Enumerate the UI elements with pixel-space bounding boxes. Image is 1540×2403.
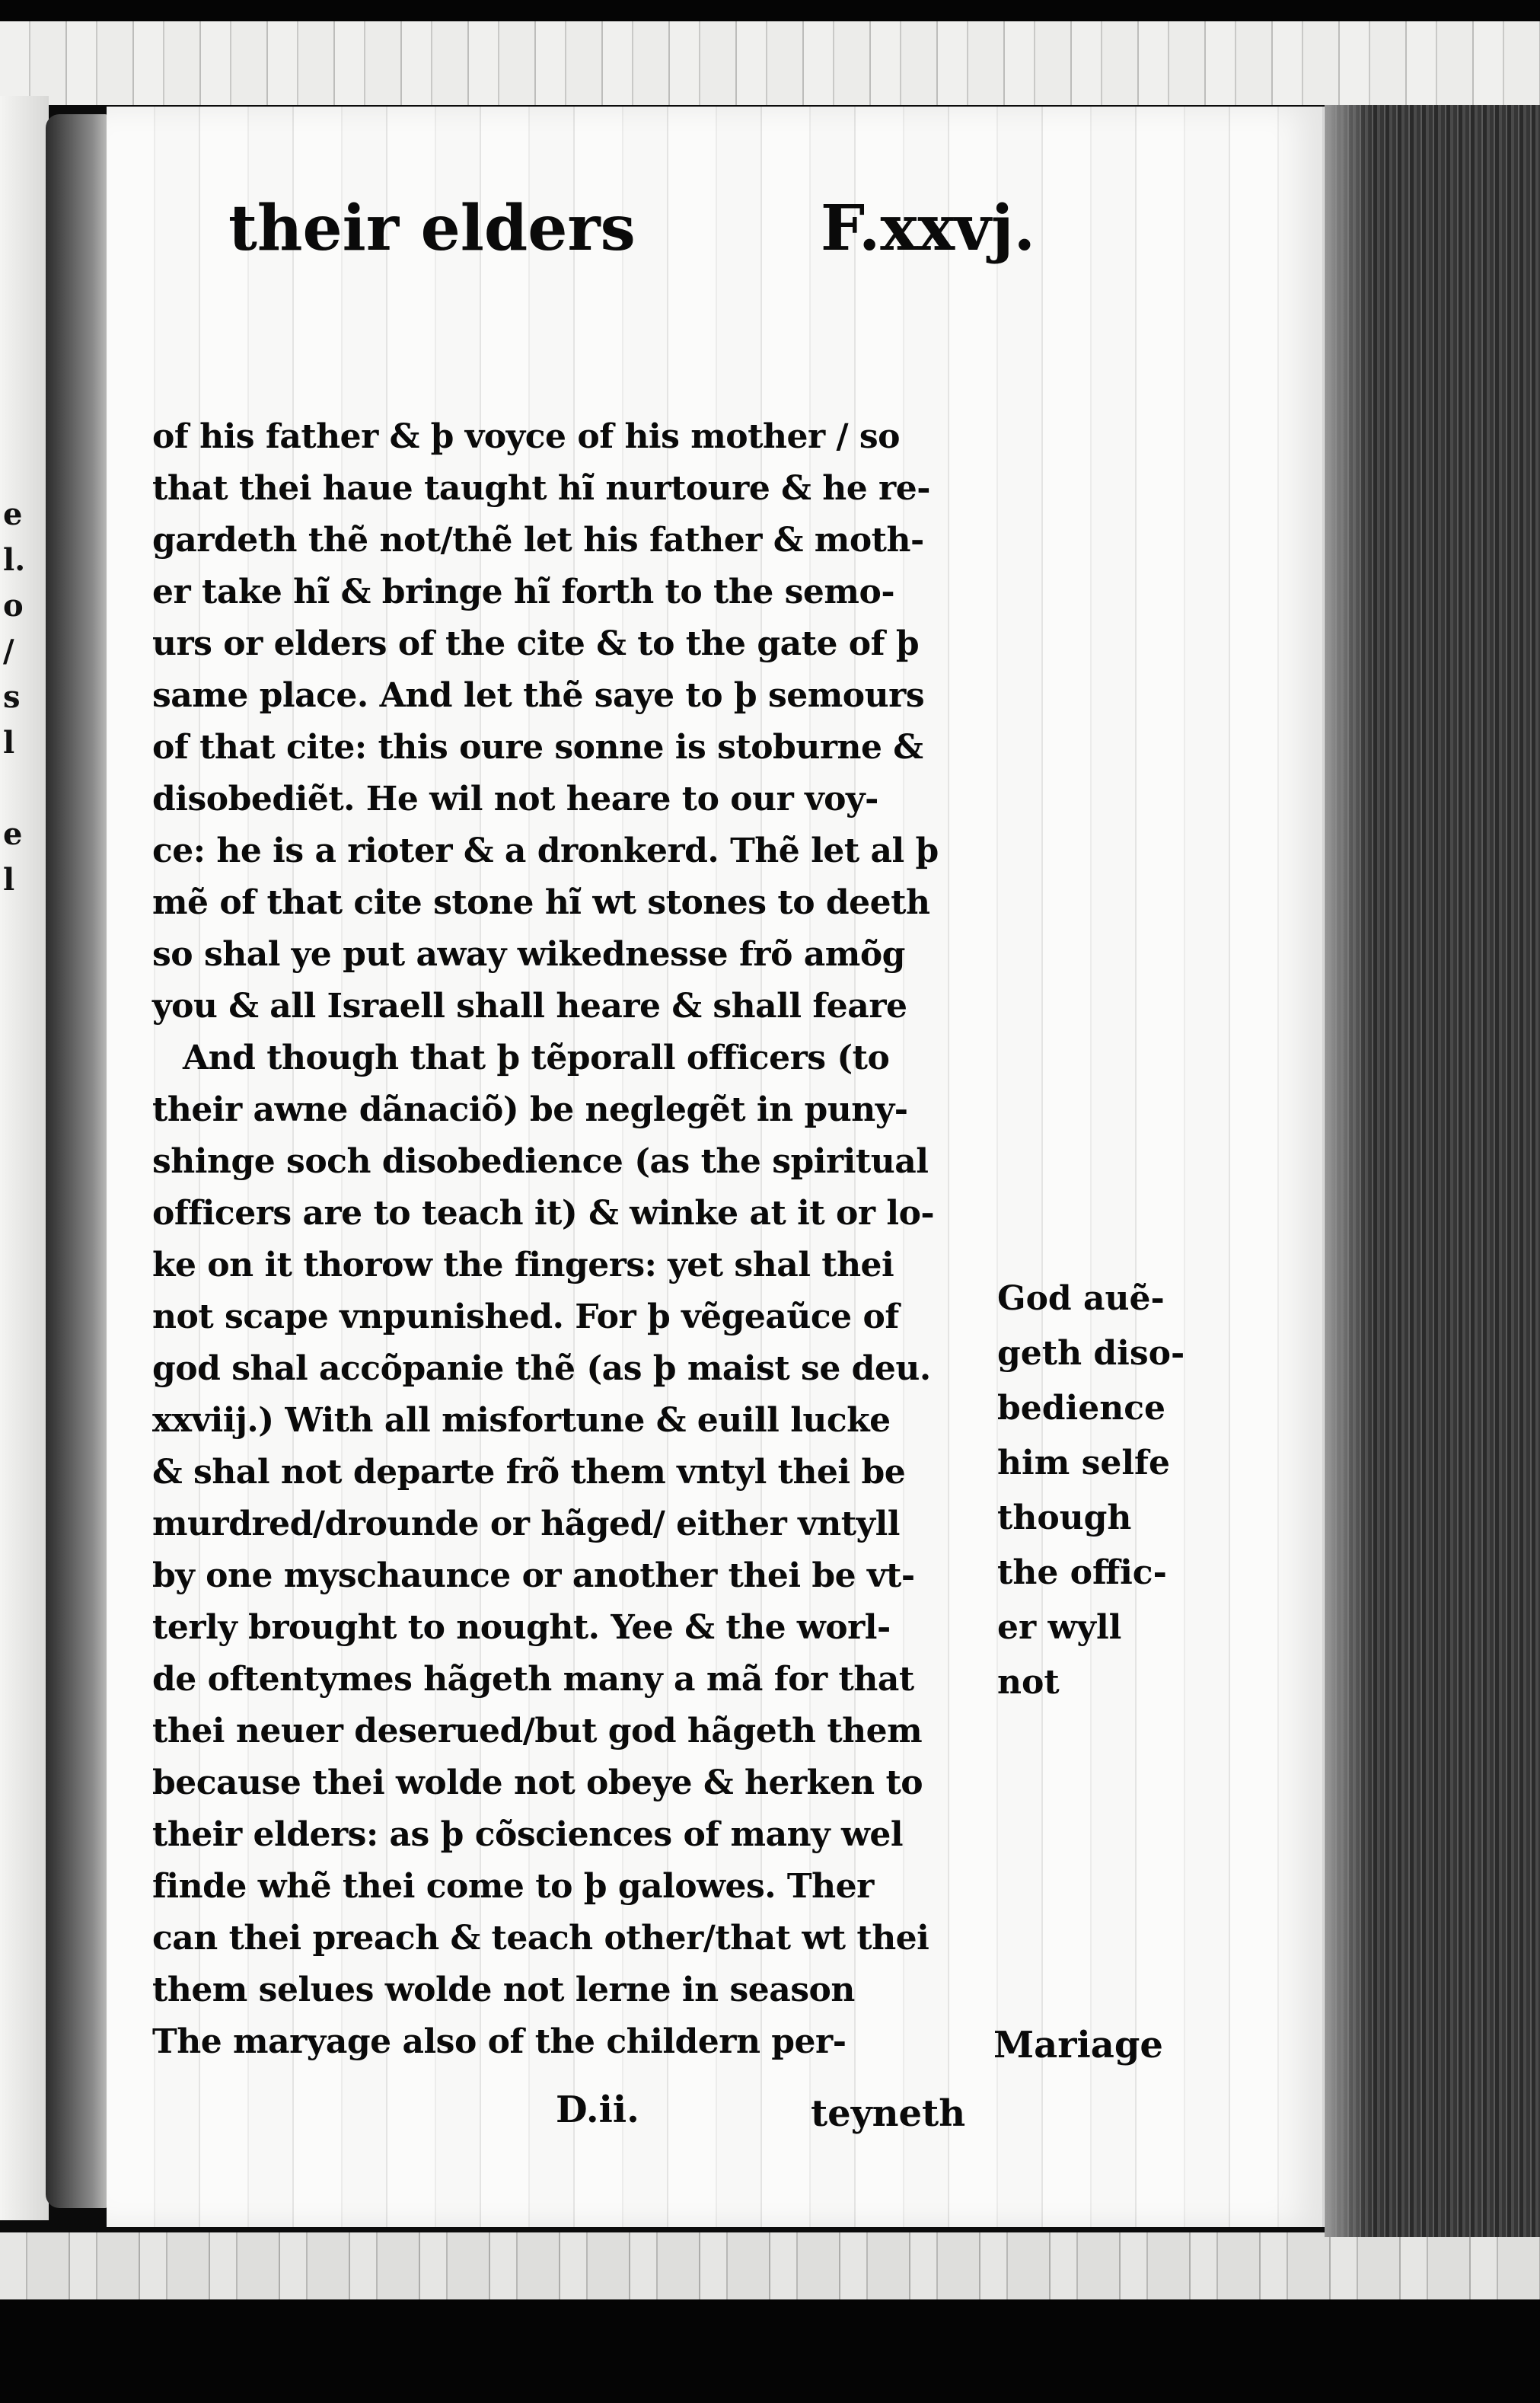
text-line: murdred/drounde or hãged/ either vntyll [152,1505,901,1543]
fragment: o [3,588,24,624]
margin-note-line: not [997,1663,1060,1702]
text-line: mẽ of that cite stone hĩ wt stones to deeth [152,883,930,922]
text-line: And though that þ tẽporall officers (to [183,1039,890,1077]
text-line: de oftentymes hãgeth many a mã for that [152,1660,914,1699]
film-strip-top [0,21,1540,105]
text-line: gardeth thẽ not/thẽ let his father & moth- [152,521,924,560]
text-line: their elders: as þ cõsciences of many wel [152,1815,904,1854]
body-text [152,411,1028,2068]
fragment [3,766,33,812]
text-line: disobediẽt. He wil not heare to our voy- [152,780,878,819]
text-line: xxviij.) With all misfortune & euill lucke [152,1401,891,1440]
text-line: urs or elders of the cite & to the gate of þ [152,624,920,663]
margin-note-line: though [997,1498,1132,1537]
margin-note-line: geth diso- [997,1334,1185,1373]
text-line: that thei haue taught hĩ nurtoure & he re- [152,469,930,508]
text-line: ke on it thorow the fingers: yet shal thei [152,1246,894,1284]
text-line: shinge soch disobedience (as the spiritual [152,1142,929,1181]
text-line: god shal accõpanie thẽ (as þ maist se deu. [152,1349,931,1388]
text-line: because thei wolde not obeye & herken to [152,1763,923,1802]
text-line: ce: he is a rioter & a dronkerd. Thẽ let al þ [152,831,939,870]
text-line: terly brought to nought. Yee & the worl- [152,1608,891,1647]
text-line: & shal not departe frõ them vntyl thei be [152,1453,906,1492]
text-line: you & all Israell shall heare & shall feare [152,987,907,1026]
text-line: The maryage also of the childern per- [152,2022,847,2061]
margin-note-line: er wyll [997,1608,1122,1647]
text-line: can thei preach & teach other/that wt thei [152,1919,929,1958]
margin-note [997,1272,1233,1710]
book-gutter [46,114,108,2208]
film-strip-bottom [0,2232,1540,2310]
text-line: finde whẽ thei come to þ galowes. Ther [152,1867,874,1906]
fragment: s [3,679,21,715]
facing-page-edge [0,96,49,2220]
film-border-bottom [0,2299,1540,2403]
fragment: l [3,725,15,761]
text-line: by one myschaunce or another thei be vt- [152,1556,915,1595]
text-line: of that cite: this oure sonne is stoburne & [152,728,923,767]
text-line: not scape vnpunished. For þ vẽgeaũce of [152,1297,899,1336]
fragment: / [3,633,14,669]
margin-note-line: him selfe [997,1444,1170,1482]
text-line: them selues wolde not lerne in season [152,1971,855,2009]
fragment: l [3,862,15,898]
fragment: l. [3,542,26,578]
margin-note-line: bedience [997,1389,1166,1428]
folio-number: F.xxvj. [820,192,1035,265]
text-line: their awne dãnaciõ) be neglegẽt in puny- [152,1090,908,1129]
margin-word: Mariage [993,2024,1163,2066]
signature-mark: D.ii. [556,2089,639,2131]
running-head [228,187,1035,270]
fragment: e [3,496,23,532]
text-line: same place. And let thẽ saye to þ semours [152,676,925,715]
fragment: e [3,816,23,852]
text-line: er take hĩ & bringe hĩ forth to the semo- [152,573,895,611]
margin-note-line: God auẽ- [997,1279,1165,1318]
catchword: teyneth [811,2092,966,2135]
text-line: officers are to teach it) & winke at it or lo- [152,1194,935,1233]
text-line: of his father & þ voyce of his mother / so [152,417,900,456]
margin-note-line: the offic- [997,1553,1167,1592]
text-line: thei neuer deserued/but god hãgeth them [152,1712,923,1750]
running-head-title: their elders [228,192,636,265]
facing-page-fragments [3,492,33,903]
text-line: so shal ye put away wikednesse frõ amõg [152,935,905,974]
fore-edge-shadow [1325,105,1370,2237]
